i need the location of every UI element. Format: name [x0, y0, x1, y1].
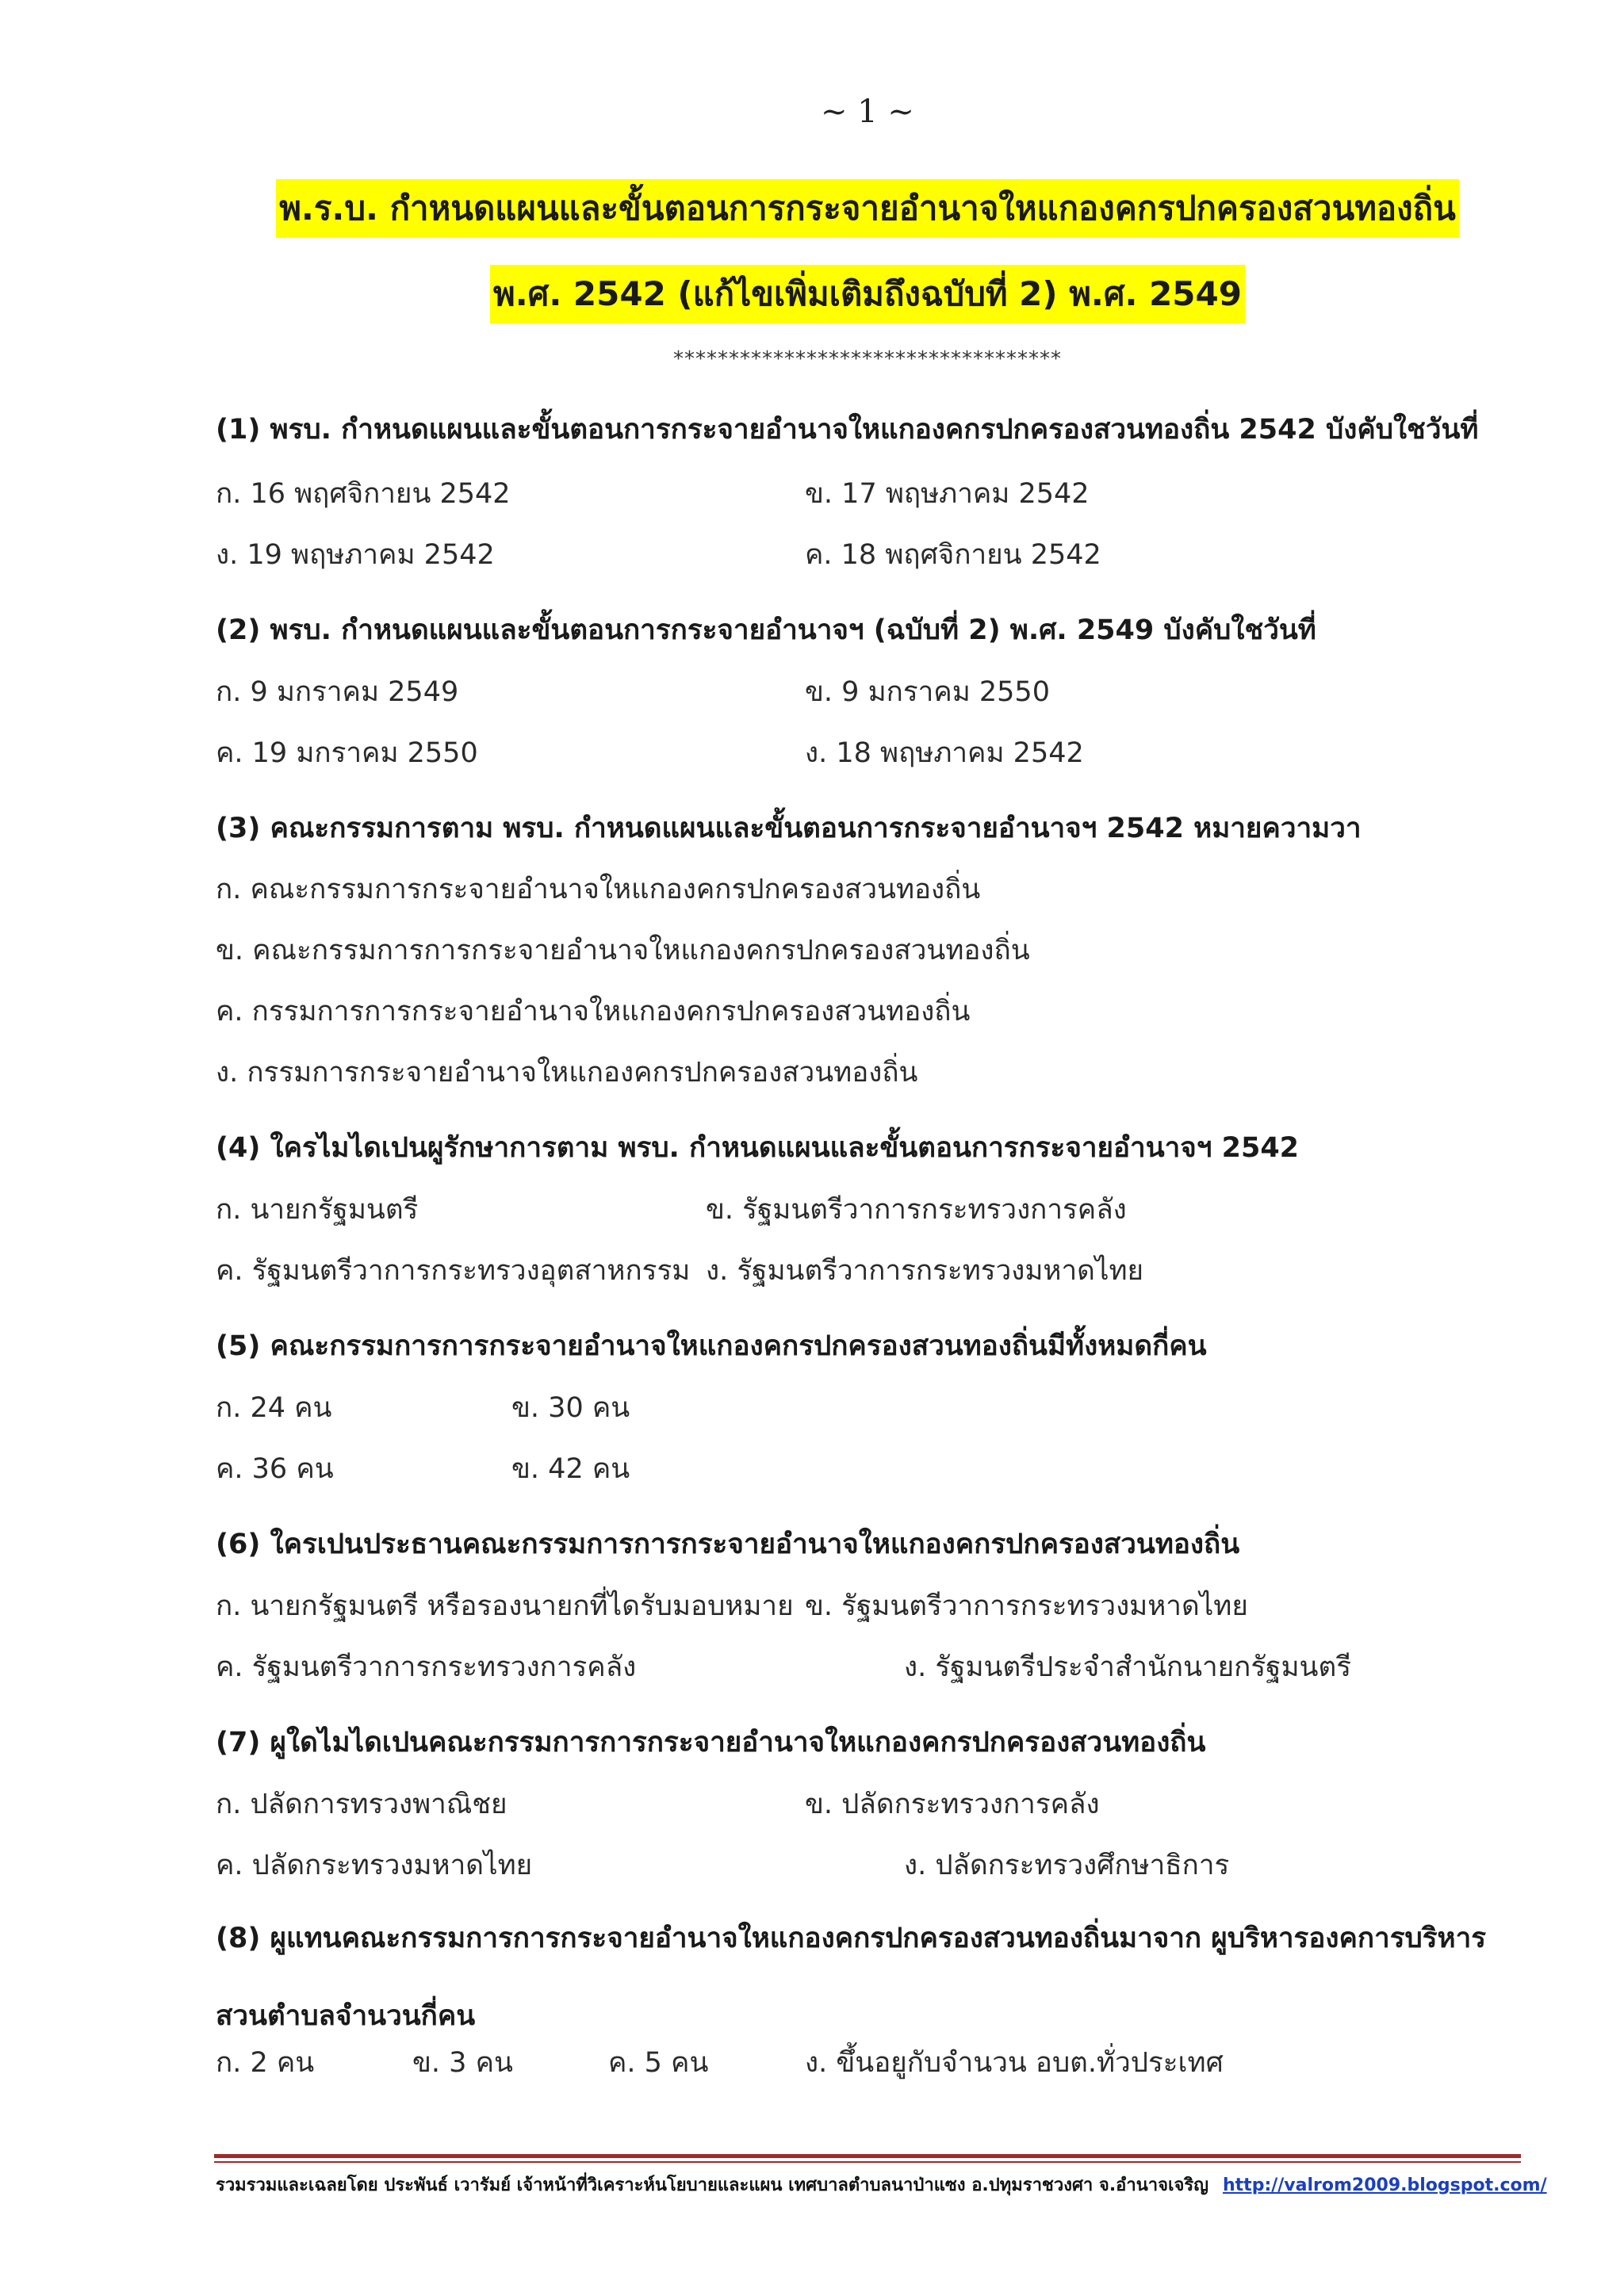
q6-option-d: ง. รัฐมนตรีประจำสำนักนายกรัฐมนตรี [904, 1651, 1351, 1683]
question-7: (7) ผูใดไมไดเปนคณะกรรมการการกระจายอำนาจใหแกองคกรปกครองสวนทองถิ่น [216, 1727, 1206, 1758]
q8-option-b: ข. 3 คน [412, 2047, 513, 2079]
question-2: (2) พรบ. กำหนดแผนและขั้นตอนการกระจายอำนาจฯ (ฉบับที่ 2) พ.ศ. 2549 บังคับใชวันที่ [216, 614, 1316, 646]
footer-link[interactable]: http://valrom2009.blogspot.com/ [1223, 2175, 1547, 2195]
q8-option-d: ง. ขึ้นอยูกับจำนวน อบต.ทั่วประเทศ [805, 2047, 1224, 2079]
question-6: (6) ใครเปนประธานคณะกรรมการการกระจายอำนาจใหแกองคกรปกครองสวนทองถิ่น [216, 1529, 1240, 1560]
question-5: (5) คณะกรรมการการกระจายอำนาจใหแกองคกรปกครองสวนทองถิ่นมีทั้งหมดกี่คน [216, 1330, 1207, 1362]
q2-option-c: ค. 19 มกราคม 2550 [216, 737, 478, 769]
q2-option-b: ข. 9 มกราคม 2550 [805, 676, 1050, 708]
question-4: (4) ใครไมไดเปนผูรักษาการตาม พรบ. กำหนดแผนและขั้นตอนการกระจายอำนาจฯ 2542 [216, 1132, 1300, 1164]
q6-option-b: ข. รัฐมนตรีวาการกระทรวงมหาดไทย [805, 1590, 1248, 1622]
q2-option-a: ก. 9 มกราคม 2549 [216, 676, 459, 708]
question-3: (3) คณะกรรมการตาม พรบ. กำหนดแผนและขั้นตอนการกระจายอำนาจฯ 2542 หมายความวา [216, 813, 1362, 844]
footer [216, 2171, 1547, 2198]
q3-option-c: ค. กรรมการการกระจายอำนาจใหแกองคกรปกครองสวนทองถิ่น [216, 996, 971, 1027]
q5-option-d: ข. 42 คน [511, 1453, 630, 1485]
q7-option-c: ค. ปลัดกระทรวงมหาดไทย [216, 1850, 533, 1881]
q2-option-d: ง. 18 พฤษภาคม 2542 [805, 737, 1084, 769]
q1-option-c: ค. 18 พฤศจิกายน 2542 [805, 539, 1101, 571]
q1-option-b: ข. 17 พฤษภาคม 2542 [805, 478, 1090, 510]
q5-option-b: ข. 30 คน [511, 1392, 630, 1424]
footer-credit: รวมรวมและเฉลยโดย ประพันธ์ เวารัมย์ เจ้าหน้าที่วิเคราะห์นโยบายและแผน เทศบาลตำบลนาป่าแซง อ.ปทุมราชวงศา จ.อำนาจเจริญ [216, 2175, 1208, 2195]
q1-option-a: ก. 16 พฤศจิกายน 2542 [216, 478, 511, 510]
q6-option-a: ก. นายกรัฐมนตรี หรือรองนายกที่ไดรับมอบหมาย [216, 1590, 794, 1622]
q7-option-d: ง. ปลัดกระทรวงศึกษาธิการ [904, 1850, 1230, 1881]
document-title-line2: พ.ศ. 2542 (แก้ไขเพิ่มเติมถึงฉบับที่ 2) พ.ศ. 2549 [490, 265, 1245, 323]
q1-option-d: ง. 19 พฤษภาคม 2542 [216, 539, 495, 571]
q3-option-a: ก. คณะกรรมการกระจายอำนาจใหแกองคกรปกครองสวนทองถิ่น [216, 874, 981, 905]
footer-divider [214, 2154, 1521, 2158]
document-title-line1: พ.ร.บ. กำหนดแผนและขั้นตอนการกระจายอำนาจใหแกองคกรปกครองสวนทองถิ่น [276, 179, 1459, 238]
q4-option-c: ค. รัฐมนตรีวาการกระทรวงอุตสาหกรรม [216, 1255, 691, 1287]
title-block-line1 [0, 179, 1624, 238]
q4-option-d: ง. รัฐมนตรีวาการกระทรวงมหาดไทย [706, 1255, 1144, 1287]
page-number: ~ 1 ~ [821, 94, 914, 130]
q6-option-c: ค. รัฐมนตรีวาการกระทรวงการคลัง [216, 1651, 637, 1683]
q7-option-a: ก. ปลัดการทรวงพาณิชย [216, 1789, 508, 1820]
q5-option-c: ค. 36 คน [216, 1453, 334, 1485]
q4-option-b: ข. รัฐมนตรีวาการกระทรวงการคลัง [706, 1194, 1127, 1226]
question-8: (8) ผูแทนคณะกรรมการการกระจายอำนาจใหแกองคกรปกครองสวนทองถิ่นมาจาก ผูบริหารองคการบริหารสวนตำบลจำนวนกี่คน [216, 1923, 1487, 2032]
question-1: (1) พรบ. กำหนดแผนและขั้นตอนการกระจายอำนาจใหแกองคกรปกครองสวนทองถิ่น 2542 บังคับใชวันที่ [216, 414, 1479, 446]
q5-option-a: ก. 24 คน [216, 1392, 332, 1424]
footer-divider-thin [214, 2161, 1521, 2163]
separator: *********************************** [673, 347, 1062, 371]
q8-option-c: ค. 5 คน [608, 2047, 709, 2079]
q3-option-d: ง. กรรมการกระจายอำนาจใหแกองคกรปกครองสวนทองถิ่น [216, 1057, 918, 1089]
q3-option-b: ข. คณะกรรมการการกระจายอำนาจใหแกองคกรปกครองสวนทองถิ่น [216, 935, 1030, 966]
title-block-line2 [0, 265, 1624, 323]
q8-option-a: ก. 2 คน [216, 2047, 315, 2079]
q4-option-a: ก. นายกรัฐมนตรี [216, 1194, 419, 1226]
q7-option-b: ข. ปลัดกระทรวงการคลัง [805, 1789, 1100, 1820]
